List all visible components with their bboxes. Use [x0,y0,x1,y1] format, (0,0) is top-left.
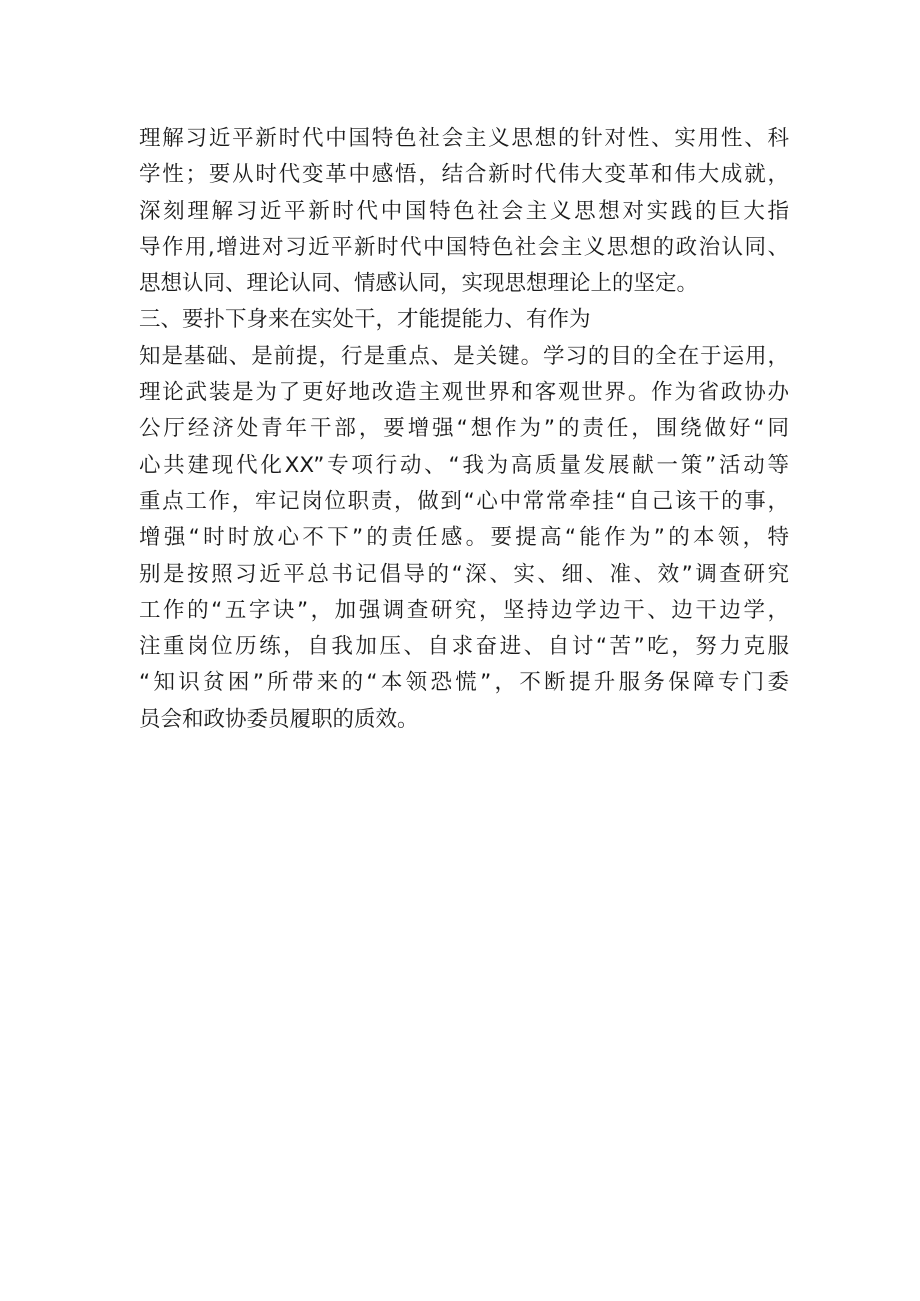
paragraph-line: 增强“时时放心不下”的责任感。要提高“能作为”的本领，特 [139,525,789,551]
paragraph-line: 导作用,增进对习近平新时代中国特色社会主义思想的政治认同、 [139,234,789,260]
section-heading: 三、要扑下身来在实处干，才能提能力、有作为 [139,307,591,333]
paragraph-line: 学性；要从时代变革中感悟，结合新时代伟大变革和伟大成就， [139,162,789,188]
paragraph-line: 知是基础、是前提，行是重点、是关键。学习的目的全在于运用， [139,343,789,369]
paragraph-line: 心共建现代化XX”专项行动、“我为高质量发展献一策”活动等 [139,452,789,478]
paragraph-line: 别是按照习近平总书记倡导的“深、实、细、准、效”调查研究 [139,561,789,587]
paragraph-line: 公厅经济处青年干部，要增强“想作为”的责任，围绕做好“同 [139,416,789,442]
paragraph-line: 工作的“五字诀”，加强调查研究，坚持边学边干、边干边学， [139,597,789,623]
document-body [139,121,789,738]
paragraph-line: 员会和政协委员履职的质效。 [139,706,419,732]
paragraph-1 [139,121,789,302]
paragraph-line: 注重岗位历练，自我加压、自求奋进、自讨“苦”吃，努力克服 [139,634,789,660]
paragraph-line: 深刻理解习近平新时代中国特色社会主义思想对实践的巨大指 [139,198,789,224]
paragraph-line: 理解习近平新时代中国特色社会主义思想的针对性、实用性、科 [139,126,789,151]
paragraph-line: “知识贫困”所带来的“本领恐慌”，不断提升服务保障专门委 [139,670,789,696]
paragraph-line: 理论武装是为了更好地改造主观世界和客观世界。作为省政协办 [139,380,789,406]
paragraph-line: 思想认同、理论认同、情感认同，实现思想理论上的坚定。 [139,271,699,297]
paragraph-line: 重点工作，牢记岗位职责，做到“心中常常牵挂“自己该干的事， [139,488,789,514]
paragraph-2 [139,339,789,738]
